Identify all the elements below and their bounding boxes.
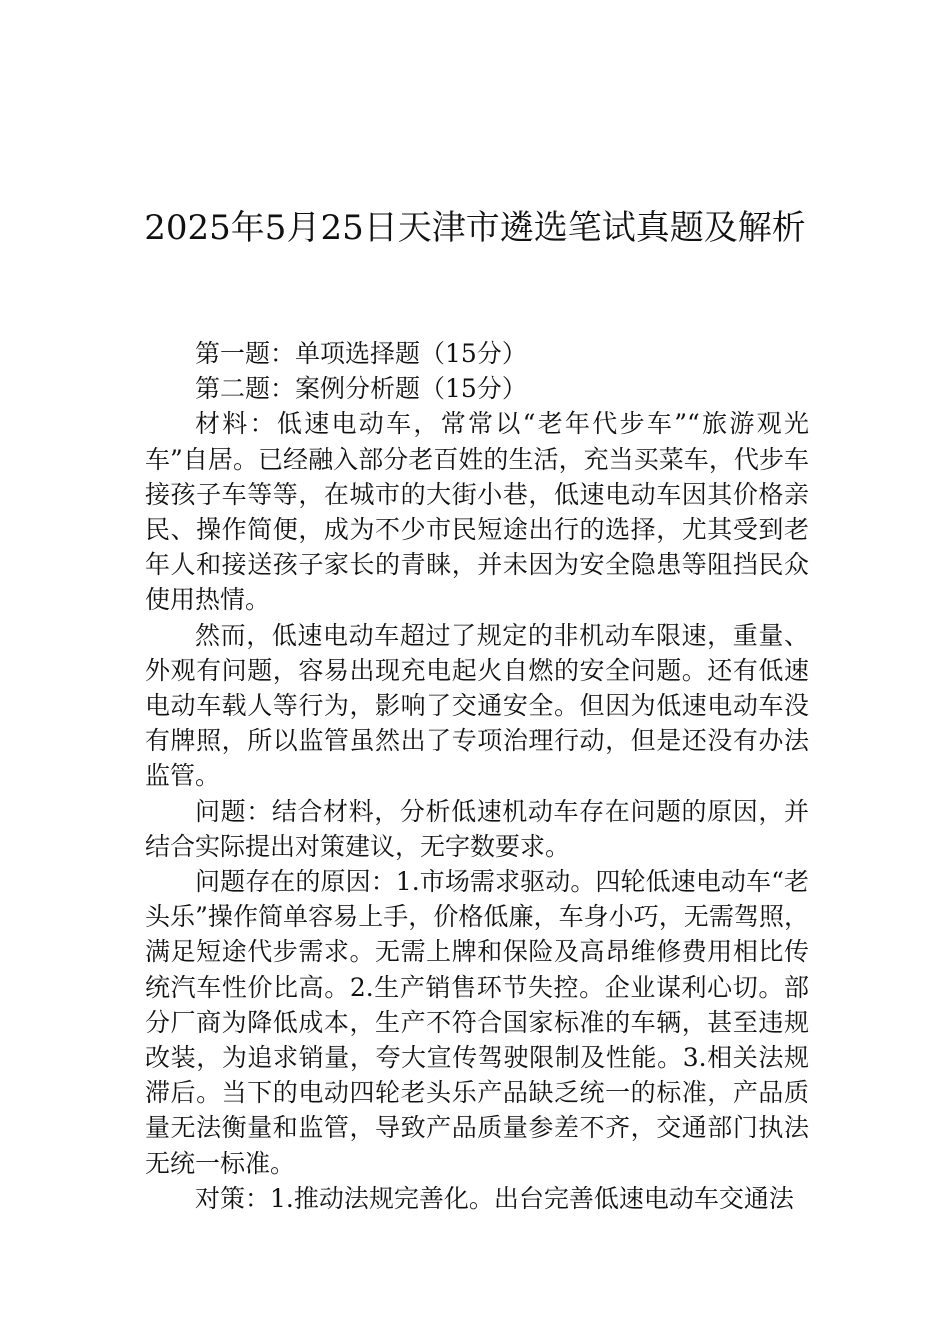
material-paragraph-1: 材料：低速电动车，常常以“老年代步车”“旅游观光车”自居。已经融入部分老百姓的生活，充当买菜车，代步车接孩子车等等，在城市的大街小巷，低速电动车因其价格亲民、操作简便，成为不少市民短途出行的选择，尤其受到老年人和接送孩子家长的青睐，并未因为安全隐患等阻挡民众使用热情。	[145, 409, 809, 615]
section-heading-two: 第二题：案例分析题（15分）	[195, 374, 527, 404]
countermeasure-paragraph: 对策：1.推动法规完善化。出台完善低速电动车交通法	[195, 1183, 794, 1213]
document-body	[145, 336, 809, 1216]
section-heading-one: 第一题：单项选择题（15分）	[195, 339, 527, 368]
question-paragraph: 问题：结合材料，分析低速机动车存在问题的原因，并结合实际提出对策建议，无字数要求。	[145, 796, 809, 861]
document-title: 2025年5月25日天津市遴选笔试真题及解析	[144, 207, 806, 248]
material-paragraph-2: 然而，低速电动车超过了规定的非机动车限速，重量、外观有问题，容易出现充电起火自燃的安全问题。还有低速电动车载人等行为，影响了交通安全。但因为低速电动车没有牌照，所以监管虽然出了专项治理行动，但是还没有办法监管。	[145, 620, 809, 791]
cause-analysis-paragraph: 问题存在的原因：1.市场需求驱动。四轮低速电动车“老头乐”操作简单容易上手，价格低廉，车身小巧，无需驾照，满足短途代步需求。无需上牌和保险及高昂维修费用相比传统汽车性价比高。2.生产销售环节失控。企业谋利心切。部分厂商为降低成本，生产不符合国家标准的车辆，甚至违规改装，为追求销量，夸大宣传驾驶限制及性能。3.相关法规滞后。当下的电动四轮老头乐产品缺乏统一的标准，产品质量无法衡量和监管，导致产品质量参差不齐，交通部门执法无统一标准。	[145, 867, 809, 1178]
